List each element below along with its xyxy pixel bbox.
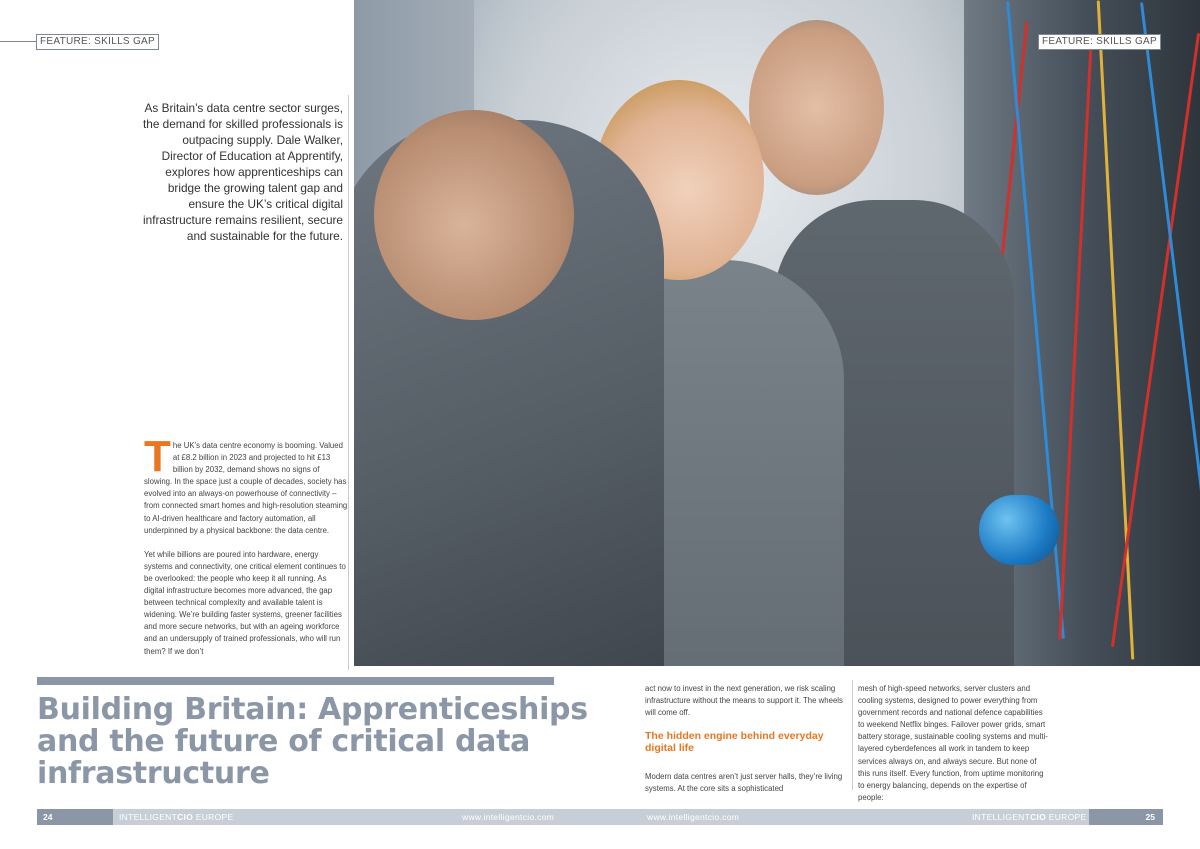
article-column-2 xyxy=(645,683,845,807)
column-divider xyxy=(348,95,349,670)
footer-brand-left xyxy=(119,809,233,825)
hero-photo xyxy=(354,0,1200,666)
article-subhead: The hidden engine behind everyday digital life xyxy=(645,730,824,754)
photo-person-apprentice-head xyxy=(374,110,574,320)
page-number-right: 25 xyxy=(1089,809,1163,825)
article-paragraph-text: he UK’s data centre economy is booming. Valued at £8.2 billion in 2023 and projected to hit £13 billion by 2032, demand shows no signs of slowing. In the space just a couple of decades, society has evolved into an always-on powerhouse of connectivity – from connected smart homes and high-resolution steaming to AI-driven healthcare and factory automation, all underpinned by a physical backbone: the data centre. xyxy=(144,441,348,535)
article-column-1 xyxy=(144,432,348,670)
brand-text: INTELLIGENT xyxy=(119,812,178,822)
brand-text: EUROPE xyxy=(1046,812,1087,822)
brand-text-bold: CIO xyxy=(177,812,194,822)
article-paragraph: Yet while billions are poured into hardware, energy systems and connectivity, one critical element continues to be overlooked: the people who keep it all running. As digital infrastructure becomes more advanced, the gap between technical complexity and available talent is widening. We’re building faster systems, greener facilities and more secure networks, but with an ageing workforce and an undersupply of trained professionals, who will run them? If we don’t xyxy=(144,549,346,656)
footer-url-left[interactable]: www.intelligentcio.com xyxy=(462,812,555,822)
footer-brand-right xyxy=(972,809,1086,825)
brand-text: INTELLIGENT xyxy=(972,812,1031,822)
feature-tag-rule xyxy=(0,41,36,42)
article-paragraph xyxy=(144,432,348,537)
brand-text: EUROPE xyxy=(193,812,234,822)
photo-blue-cylinder xyxy=(979,495,1059,565)
brand-text-bold: CIO xyxy=(1030,812,1047,822)
article-paragraph: mesh of high-speed networks, server clusters and cooling systems, designed to power everything from government records and national defence capabilities to weekend Netflix binges. Failover power grids, smart battery storage, sustainable cooling systems and multi-layered cyberdefences all work in tandem to keep services always on, and always secure. But none of this runs itself. Every function, from uptime monitoring to energy balancing, depends on the expertise of people: xyxy=(858,684,1048,802)
feature-tag-left: FEATURE: SKILLS GAP xyxy=(36,34,159,50)
footer-url-right[interactable]: www.intelligentcio.com xyxy=(647,812,740,822)
headline-bar xyxy=(37,677,554,685)
page-number-left: 24 xyxy=(37,809,113,825)
feature-tag-right: FEATURE: SKILLS GAP xyxy=(1038,34,1161,50)
article-column-3 xyxy=(858,683,1048,804)
drop-cap: T xyxy=(144,432,171,481)
photo-person-apprentice xyxy=(354,120,664,666)
article-paragraph: act now to invest in the next generation, we risk scaling infrastructure without the means to support it. The wheels will come off. xyxy=(645,684,843,718)
column-divider-right xyxy=(852,680,853,790)
photo-person-instructor-head xyxy=(749,20,884,195)
headline: Building Britain: Apprenticeships and the future of critical data infrastructure xyxy=(37,692,588,791)
standfirst: As Britain’s data centre sector surges, the demand for skilled professionals is outpacing supply. Dale Walker, Director of Education at Apprentify, explores how apprenticeships can bridge the growing talent gap and ensure the UK’s critical digital infrastructure remains resilient, secure and sustainable for the future. xyxy=(143,101,343,243)
article-paragraph: Modern data centres aren’t just server halls, they’re living systems. At the core sits a sophisticated xyxy=(645,772,843,794)
page-footer xyxy=(37,809,1163,825)
